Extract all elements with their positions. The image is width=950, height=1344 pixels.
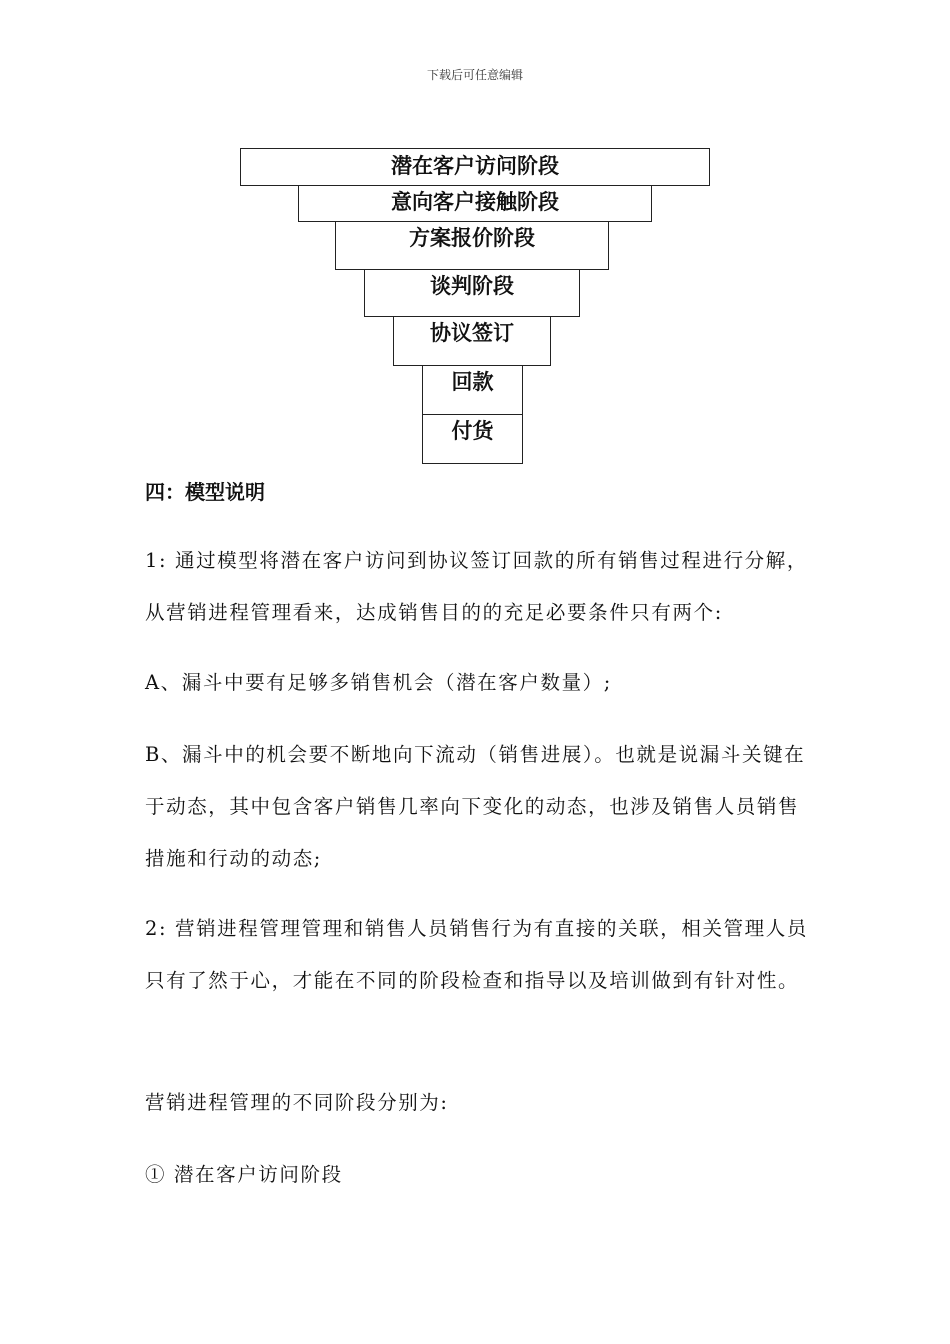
funnel-stage-3-label: 方案报价阶段 [409,226,535,250]
funnel-stage-4-label: 谈判阶段 [430,274,514,298]
section-heading: 四：模型说明 [145,480,265,504]
funnel-stage-4 [364,269,580,317]
page-header: 下载后可任意编辑 [426,68,523,82]
funnel-stage-1-label: 潜在客户访问阶段 [391,154,559,178]
paragraph-2: A、漏斗中要有足够多销售机会（潜在客户数量）; [145,671,612,694]
paragraph-4: 2: 营销进程管理管理和销售人员销售行为有直接的关联，相关管理人员只有了然于心，才能在不同的阶段检查和指导以及培训做到有针对性。 [145,917,808,992]
funnel-stage-2 [298,185,652,222]
funnel-stage-5 [393,316,551,366]
funnel-stage-7 [422,414,523,464]
list-item-1: ① 潜在客户访问阶段 [145,1163,343,1186]
funnel-stage-3 [335,221,609,270]
paragraph-3: B、漏斗中的机会要不断地向下流动（销售进展）。也就是说漏斗关键在于动态，其中包含客户销售几率向下变化的动态，也涉及销售人员销售措施和行动的动态; [145,743,806,870]
funnel-stage-6-label: 回款 [451,370,494,394]
funnel-stage-7-label: 付货 [451,419,494,443]
funnel-stage-6 [422,365,523,415]
paragraph-1: 1: 通过模型将潜在客户访问到协议签订回款的所有销售过程进行分解，从营销进程管理看来，达成销售目的的充足必要条件只有两个: [145,549,808,624]
funnel-stage-5-label: 协议签订 [430,321,514,345]
funnel-stage-2-label: 意向客户接触阶段 [391,190,559,214]
funnel-stage-1 [240,148,710,186]
paragraph-5: 营销进程管理的不同阶段分别为: [145,1091,449,1114]
